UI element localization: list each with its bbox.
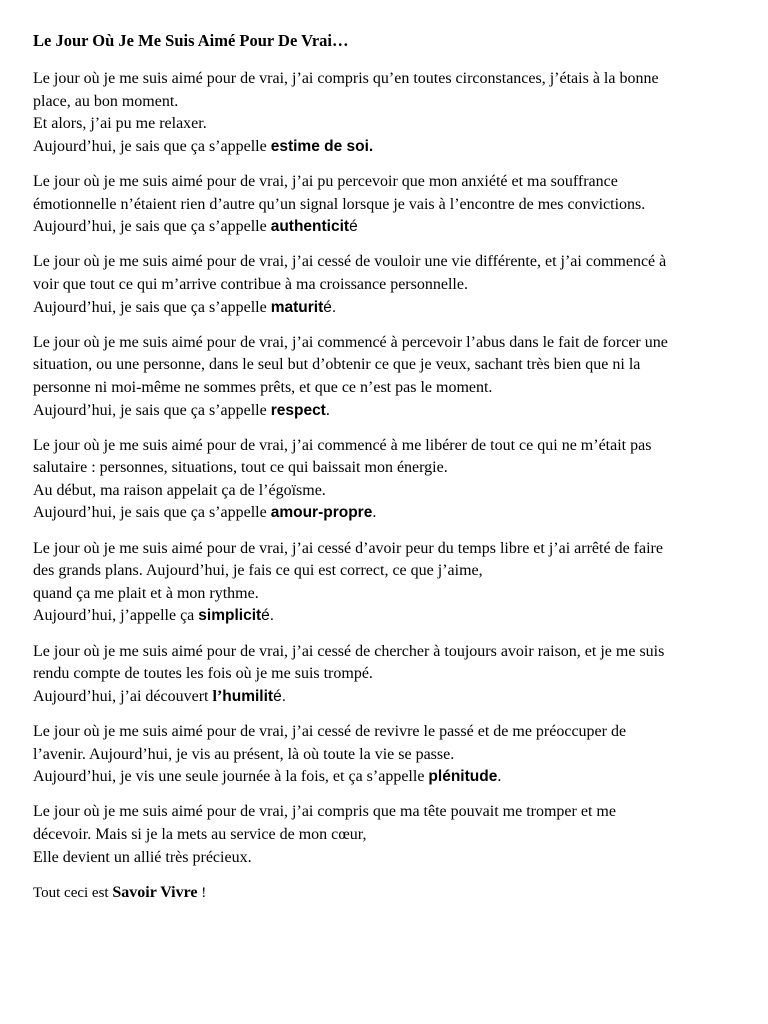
stanza-line: situation, ou une personne, dans le seul but d’obtenir ce que je veux, sachant très bien que ni la [33,356,641,374]
stanza-4 [33,332,743,422]
keyword-plenitude: plénitude [428,768,498,786]
closing-suffix: ! [197,884,207,901]
conclusion-prefix: Aujourd’hui, je sais que ça s’appelle [33,137,271,155]
stanza-conclusion-line [33,766,743,789]
stanza-line: Le jour où je me suis aimé pour de vrai, j’ai cessé de chercher à toujours avoir raison, et je me suis [33,642,665,660]
keyword-simplicite: simplicit [198,607,262,625]
keyword-suffix: é [349,218,358,236]
closing-line [33,882,743,905]
document-page [33,30,743,904]
stanza-line: l’avenir. Aujourd’hui, je vis au présent, là où toute la vie se passe. [33,745,455,763]
stanza-line: Le jour où je me suis aimé pour de vrai, j’ai compris qu’en toutes circonstances, j’étais à la bonne [33,70,659,87]
keyword-respect: respect [270,401,326,419]
stanza-conclusion-line [33,297,743,320]
keyword-suffix: é. [261,607,275,625]
stanza-line: décevoir. Mais si je la mets au service de mon cœur, [33,825,367,843]
conclusion-prefix: Aujourd’hui, je sais que ça s’appelle [33,504,271,522]
keyword-estime-de-soi: estime de soi. [270,137,374,155]
stanza-line: Le jour où je me suis aimé pour de vrai, j’ai commencé à me libérer de tout ce qui ne m’était pas [33,436,652,454]
stanza-8 [33,721,743,789]
conclusion-prefix: Aujourd’hui, je sais que ça s’appelle [33,298,271,316]
keyword-suffix: . [372,504,377,522]
page-title: Le Jour Où Je Me Suis Aimé Pour De Vrai… [33,31,349,50]
stanza-line: Le jour où je me suis aimé pour de vrai, j’ai cessé de vouloir une vie différente, et j’ai commencé à [33,253,667,271]
stanza-line: quand ça me plait et à mon rythme. [33,584,259,602]
stanza-line: Et alors, j’ai pu me relaxer. [33,115,207,133]
keyword-suffix: . [497,768,502,786]
keyword-authenticite: authenticit [270,218,350,236]
stanza-conclusion-line [33,136,743,159]
stanza-line: Le jour où je me suis aimé pour de vrai, j’ai commencé à percevoir l’abus dans le fait de forcer une [33,333,668,351]
conclusion-prefix: Aujourd’hui, j’ai découvert [33,687,213,705]
keyword-article: l’ [212,687,223,705]
keyword-humilite: humilit [222,687,274,705]
stanza-line: émotionnelle n’étaient rien d’autre qu’un signal lorsque je vais à l’encontre de mes convictions. [33,195,646,213]
stanza-line: Le jour où je me suis aimé pour de vrai, j’ai pu percevoir que mon anxiété et ma souffrance [33,172,618,190]
stanza-conclusion-line [33,216,743,239]
stanza-line: salutaire : personnes, situations, tout ce qui baissait mon énergie. [33,459,448,477]
stanza-conclusion-line [33,502,743,525]
stanza-line: Le jour où je me suis aimé pour de vrai, j’ai cessé de revivre le passé et de me préoccuper de [33,723,627,740]
stanza-line: Elle devient un allié très précieux. [33,848,252,866]
stanza-1 [33,68,743,158]
stanza-line: Le jour où je me suis aimé pour de vrai, j’ai compris que ma tête pouvait me tromper et me [33,803,616,821]
stanza-line: voir que tout ce qui m’arrive contribue à ma croissance personnelle. [33,275,468,293]
keyword-suffix: . [325,401,330,419]
stanza-3 [33,251,743,319]
conclusion-prefix: Aujourd’hui, je vis une seule journée à la fois, et ça s’appelle [33,768,429,786]
closing-emphasis: Savoir Vivre [112,883,198,901]
closing-prefix: Tout ceci est [33,884,113,901]
stanza-7 [33,641,743,709]
stanza-2 [33,171,743,239]
keyword-suffix: é. [273,687,287,705]
stanza-line: place, au bon moment. [33,92,179,110]
stanza-line: rendu compte de toutes les fois où je me suis trompé. [33,665,373,683]
conclusion-prefix: Aujourd’hui, j’appelle ça [33,607,199,625]
stanza-line: Le jour où je me suis aimé pour de vrai, j’ai cessé d’avoir peur du temps libre et j’ai arrêté de faire [33,539,663,557]
stanza-conclusion-line [33,686,743,709]
stanza-line: des grands plans. Aujourd’hui, je fais ce qui est correct, ce que j’aime, [33,562,483,580]
keyword-maturite: maturit [270,298,324,316]
keyword-amour-propre: amour-propre [270,504,373,522]
stanza-9 [33,801,743,869]
conclusion-prefix: Aujourd’hui, je sais que ça s’appelle [33,218,271,236]
conclusion-prefix: Aujourd’hui, je sais que ça s’appelle [33,401,271,419]
keyword-suffix: é. [323,298,337,316]
stanza-line: Au début, ma raison appelait ça de l’égoïsme. [33,481,326,499]
stanza-6 [33,538,743,628]
stanza-conclusion-line [33,605,743,628]
stanza-line: personne ni moi-même ne sommes prêts, et que ce n’est pas le moment. [33,378,493,396]
stanza-5 [33,435,743,525]
stanza-conclusion-line [33,400,743,423]
